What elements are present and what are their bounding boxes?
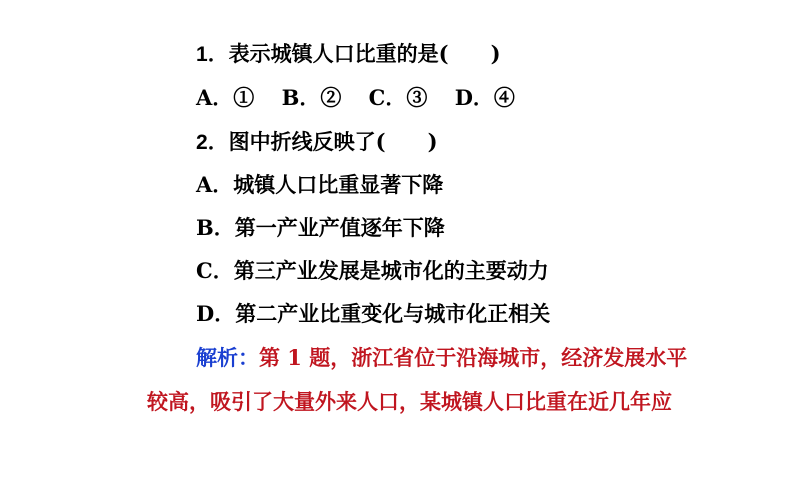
q2-option-b[interactable]: B．第一产业产值逐年下降 [196, 215, 445, 240]
question-1-stem [196, 40, 501, 69]
question-1-text: ．表示城镇人口比重的是( ) [207, 41, 501, 66]
analysis-text-1: 第 1 题，浙江省位于沿海城市，经济发展水平 [259, 345, 688, 370]
q2-option-a[interactable]: A．城镇人口比重显著下降 [196, 172, 444, 197]
analysis-line-2: 较高，吸引了大量外来人口，某城镇人口比重在近几年应 [147, 389, 672, 414]
analysis-line-1 [196, 344, 687, 372]
question-1-options [196, 84, 535, 112]
analysis-label: 解析： [196, 345, 259, 370]
q1-option-d[interactable]: D．④ [454, 85, 515, 110]
question-1-number: 1 [196, 43, 208, 66]
question-2-stem [196, 128, 438, 157]
q2-option-c[interactable]: C．第三产业发展是城市化的主要动力 [196, 258, 549, 283]
q1-option-b[interactable]: B．② [281, 85, 342, 110]
question-2-text: ．图中折线反映了( ) [207, 129, 438, 154]
question-2-number: 2 [196, 131, 208, 154]
q2-option-d[interactable]: D．第二产业比重变化与城市化正相关 [196, 301, 551, 326]
q1-option-a[interactable]: A．① [196, 85, 255, 110]
q1-option-c[interactable]: C．③ [368, 85, 428, 110]
